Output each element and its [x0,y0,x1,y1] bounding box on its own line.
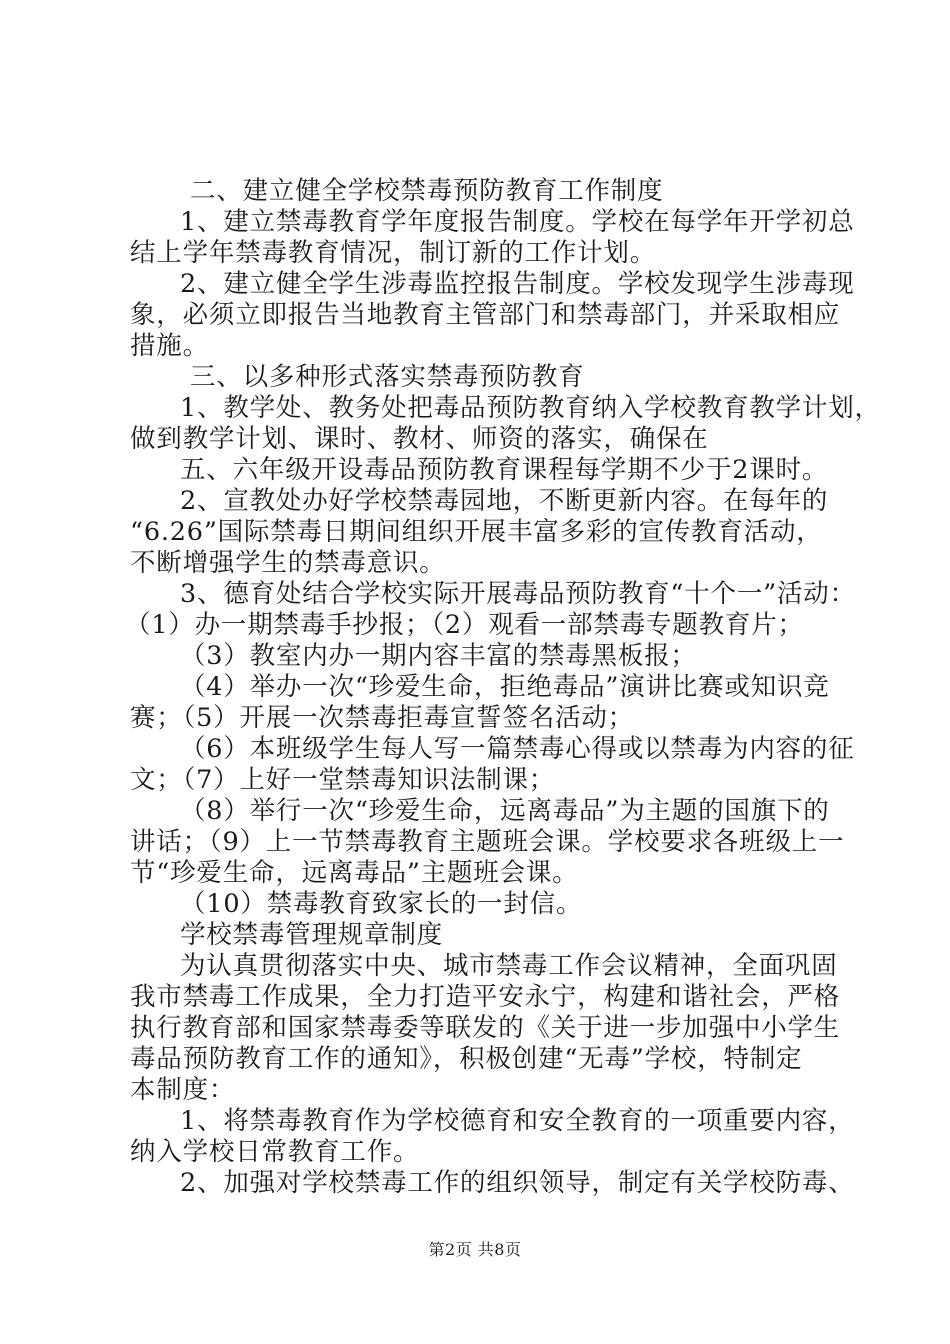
text-line: （6）本班级学生每人写一篇禁毒心得或以禁毒为内容的征 [180,734,855,764]
text-line: 纳入学校日常教育工作。 [130,1137,420,1167]
text-line: （3）教室内办一期内容丰富的禁毒黑板报； [180,641,697,671]
text-line: 文；（7）上好一堂禁毒知识法制课； [130,765,556,795]
section-heading: 学校禁毒管理规章制度 [180,920,444,950]
text-line: 二、建立健全学校禁毒预防教育工作制度 [190,176,664,206]
text-line: 象，必须立即报告当地教育主管部门和禁毒部门，并采取相应 [130,300,841,330]
text-line: 3、德育处结合学校实际开展毒品预防教育“十个一”活动： [180,579,856,609]
text-line: 2、加强对学校禁毒工作的组织领导，制定有关学校防毒、 [180,1168,855,1198]
text-line: （4）举办一次“珍爱生命，拒绝毒品”演讲比赛或知识竞 [180,672,830,702]
page-number-footer: 第2页 共8页 [428,1240,522,1259]
text-line: 1、建立禁毒教育学年度报告制度。学校在每学年开学初总 [180,207,855,237]
text-line: 1、教学处、教务处把毒品预防教育纳入学校教育教学计划， [180,393,881,423]
text-line: 2、宣教处办好学校禁毒园地，不断更新内容。在每年的 [180,486,829,516]
text-line: 本制度： [130,1075,236,1105]
text-line: “6.26”国际禁毒日期间组织开展丰富多彩的宣传教育活动， [130,517,823,547]
text-line: 不断增强学生的禁毒意识。 [130,548,446,578]
text-line: （10）禁毒教育致家长的一封信。 [180,889,583,919]
text-line: 讲话；（9）上一节禁毒教育主题班会课。学校要求各班级上一 [130,827,845,857]
text-line: 2、建立健全学生涉毒监控报告制度。学校发现学生涉毒现 [180,269,855,299]
text-line: 五、六年级开设毒品预防教育课程每学期不少于2课时。 [180,455,829,485]
text-line: 毒品预防教育工作的通知》，积极创建“无毒”学校，特制定 [130,1044,803,1074]
text-line: 三、以多种形式落实禁毒预防教育 [190,362,585,392]
text-line: 为认真贯彻落实中央、城市禁毒工作会议精神，全面巩固 [180,951,838,981]
text-line: 执行教育部和国家禁毒委等联发的《关于进一步加强中小学生 [130,1013,841,1043]
text-line: 措施。 [130,331,209,361]
text-line: （1）办一期禁毒手抄报；（2）观看一部禁毒专题教育片； [125,610,804,640]
text-line: 做到教学计划、课时、教材、师资的落实，确保在 [130,424,709,454]
text-line: 1、将禁毒教育作为学校德育和安全教育的一项重要内容， [180,1106,855,1136]
text-line: 节“珍爱生命，远离毒品”主题班会课。 [130,858,579,888]
text-line: 我市禁毒工作成果，全力打造平安永宁，构建和谐社会，严格 [130,982,841,1012]
text-line: 结上学年禁毒教育情况，制订新的工作计划。 [130,238,657,268]
text-line: （8）举行一次“珍爱生命，远离毒品”为主题的国旗下的 [180,796,830,826]
text-line: 赛；（5）开展一次禁毒拒毒宣誓签名活动； [130,703,634,733]
